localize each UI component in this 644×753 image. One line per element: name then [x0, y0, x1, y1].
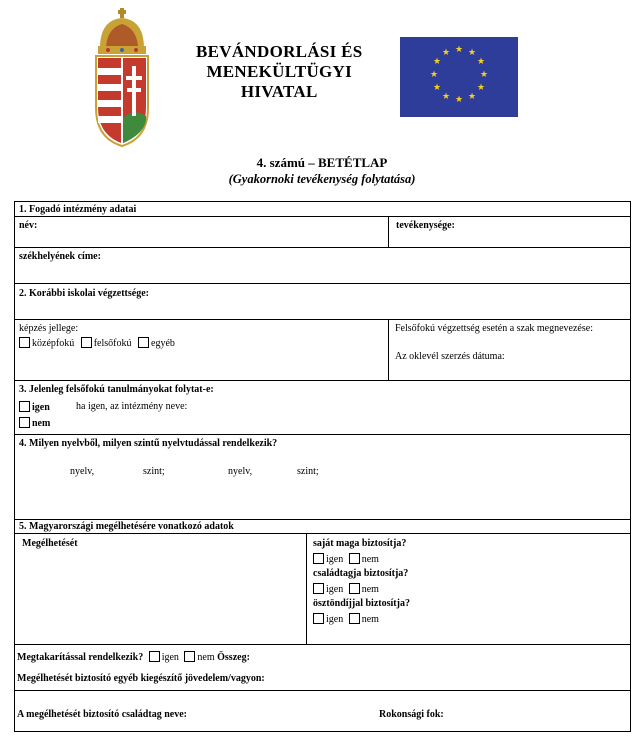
agency-name-line3: HIVATAL: [240, 82, 318, 101]
divider: [15, 319, 630, 320]
svg-text:★: ★: [441, 92, 451, 102]
self-no-checkbox[interactable]: [349, 553, 360, 564]
divider: [15, 380, 630, 381]
divider: [15, 533, 630, 534]
agency-name: [196, 42, 363, 102]
scholarship-support-label: ösztöndíjjal biztosítja?: [313, 598, 410, 609]
svg-text:★: ★: [429, 70, 439, 80]
higher-option-label: felsőfokú: [93, 338, 132, 349]
divider: [15, 283, 630, 284]
training-type-label: képzés jellege:: [19, 323, 79, 334]
other-option-label: egyéb: [151, 338, 175, 349]
section4-heading: 4. Milyen nyelvből, milyen szintű nyelvtudással rendelkezik?: [19, 438, 278, 449]
svg-text:★: ★: [432, 83, 442, 93]
savings-amount-label: Összeg:: [217, 652, 250, 663]
family-yes-checkbox[interactable]: [313, 583, 324, 594]
savings-yes-label: igen: [161, 652, 179, 663]
host-activity-label: tevékenysége:: [396, 220, 455, 231]
svg-text:★: ★: [454, 45, 464, 55]
diploma-date-label: Az oklevél szerzés dátuma:: [395, 351, 505, 362]
family-no-label: nem: [361, 584, 379, 595]
other-checkbox[interactable]: [138, 337, 149, 348]
section5-heading: 5. Magyarországi megélhetésére vonatkozó adatok: [19, 521, 234, 532]
family-support-label: családtagja biztosítja?: [313, 568, 409, 579]
studies-yes-checkbox[interactable]: [19, 401, 30, 412]
institution-name-label: ha igen, az intézmény neve:: [76, 401, 188, 412]
svg-text:★: ★: [441, 48, 451, 58]
scholarship-yes-label: igen: [326, 614, 344, 625]
studies-yes-label: igen: [32, 402, 50, 413]
svg-text:★: ★: [476, 57, 486, 67]
svg-text:★: ★: [476, 83, 486, 93]
svg-text:★: ★: [479, 70, 489, 80]
secondary-checkbox[interactable]: [19, 337, 30, 348]
studies-no-label: nem: [32, 418, 51, 429]
training-type-options: [19, 337, 175, 350]
svg-text:★: ★: [432, 57, 442, 67]
savings-yes-checkbox[interactable]: [149, 651, 160, 662]
level1-label: szint;: [143, 466, 165, 477]
scholarship-no-checkbox[interactable]: [349, 613, 360, 624]
page-subtitle: (Gyakornoki tevékenység folytatása): [228, 172, 416, 186]
studies-no-row: [19, 417, 50, 430]
section2-heading: 2. Korábbi iskolai végzettsége:: [19, 288, 149, 299]
section3-heading: 3. Jelenleg felsőfokú tanulmányokat folytat-e:: [19, 384, 214, 395]
hungarian-coat-of-arms-icon: [94, 8, 150, 148]
family-yes-label: igen: [326, 584, 344, 595]
agency-name-line1: BEVÁNDORLÁSI ÉS: [196, 42, 363, 61]
scholarship-yes-checkbox[interactable]: [313, 613, 324, 624]
divider: [15, 216, 630, 217]
language1-label: nyelv,: [70, 466, 95, 477]
language2-label: nyelv,: [228, 466, 253, 477]
divider: [15, 434, 630, 435]
secondary-option-label: középfokú: [32, 338, 75, 349]
other-income-label: Megélhetését biztosító egyéb kiegészítő jövedelem/vagyon:: [17, 673, 265, 684]
agency-name-line2: MENEKÜLTÜGYI: [206, 62, 353, 81]
section1-heading: 1. Fogadó intézmény adatai: [19, 204, 137, 215]
family-no-checkbox[interactable]: [349, 583, 360, 594]
self-yes-label: igen: [326, 554, 344, 565]
scholarship-support-options: [313, 613, 379, 626]
eu-flag-icon: [400, 37, 518, 117]
host-address-label: székhelyének címe:: [19, 251, 101, 262]
level2-label: szint;: [297, 466, 319, 477]
divider: [15, 690, 630, 691]
host-name-label: név:: [19, 220, 38, 231]
divider: [306, 533, 307, 644]
studies-no-checkbox[interactable]: [19, 417, 30, 428]
self-yes-checkbox[interactable]: [313, 553, 324, 564]
svg-text:★: ★: [467, 48, 477, 58]
higher-checkbox[interactable]: [81, 337, 92, 348]
self-support-options: [313, 553, 379, 566]
savings-no-checkbox[interactable]: [184, 651, 195, 662]
divider: [388, 319, 389, 380]
svg-text:★: ★: [454, 95, 464, 105]
savings-row: [17, 651, 250, 664]
application-form: [14, 201, 631, 732]
page-title: 4. számú – BETÉTLAP: [256, 155, 388, 170]
divider: [15, 519, 630, 520]
divider: [388, 216, 389, 247]
divider: [15, 644, 630, 645]
major-label: Felsőfokú végzettség esetén a szak megnevezése:: [395, 323, 593, 334]
livelihood-label: Megélhetését: [22, 538, 78, 549]
family-member-name-label: A megélhetését biztosító családtag neve:: [17, 709, 187, 720]
svg-text:★: ★: [467, 92, 477, 102]
scholarship-no-label: nem: [361, 614, 379, 625]
relation-degree-label: Rokonsági fok:: [379, 709, 444, 720]
savings-label: Megtakarítással rendelkezik?: [17, 652, 144, 663]
self-support-label: saját maga biztosítja?: [313, 538, 407, 549]
family-support-options: [313, 583, 379, 596]
savings-no-label: nem: [197, 652, 215, 663]
divider: [15, 247, 630, 248]
studies-yes-row: [19, 401, 50, 414]
self-no-label: nem: [361, 554, 379, 565]
